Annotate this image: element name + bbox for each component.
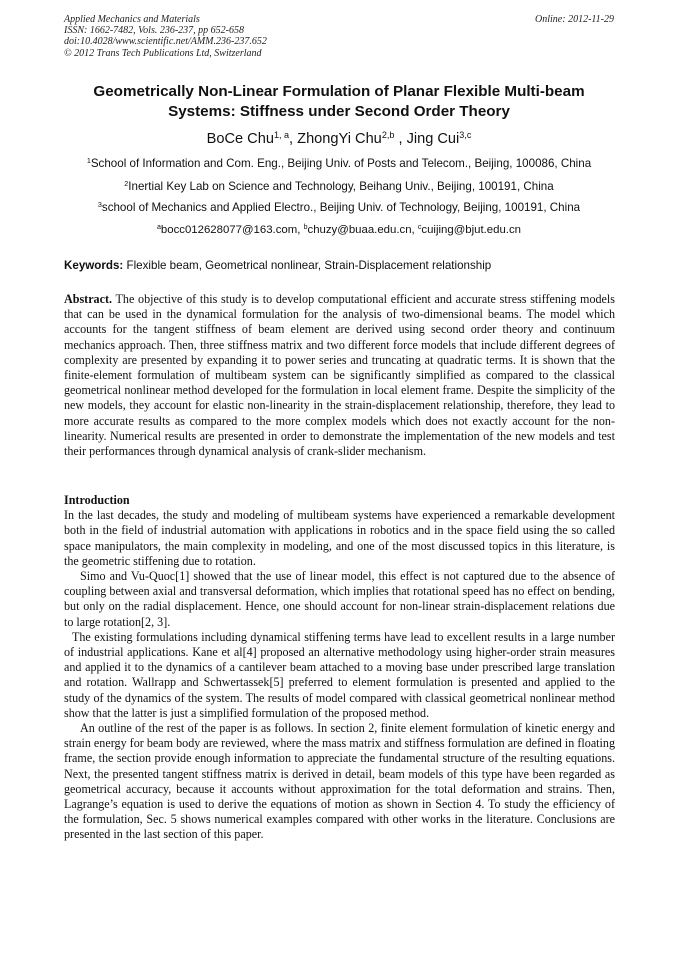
email-list: $^a$bocc012628077@163.com, $^b$chuzy@buaa.edu.cn, $^c$cuijing@bjut.edu.cn xyxy=(156,224,521,236)
keywords xyxy=(64,259,616,273)
title-line-1: Geometrically Non-Linear Formulation of Planar Flexible Multi-beam xyxy=(93,83,585,100)
paragraph: The existing formulations including dynamical stiffening terms have lead to excellent results in a large number of industrial applications. Kane et al[4] proposed an alternative methodology using higher-order strain measures and applied it to the dynamics of a cantilever beam attached to a moving base under prescribed large translation and rotation. Wallrapp and Schwertassek[5] preferred to element formulation is presented and applied to the study of the dynamics of the system. The results of model compared with classical geometrical nonlinear method show that the latter is just a simplified formulation of the proposed method. xyxy=(64,629,615,720)
author-name: BoCe Chu xyxy=(206,131,274,147)
doi-line: doi:10.4028/www.scientific.net/AMM.236-237.652 xyxy=(64,36,267,48)
journal-header xyxy=(64,14,267,59)
issn-line: ISSN: 1662-7482, Vols. 236-237, pp 652-658 xyxy=(64,25,244,37)
title-line-2: Systems: Stiffness under Second Order Theory xyxy=(168,103,510,120)
keywords-text: Flexible beam, Geometrical nonlinear, Strain-Displacement relationship xyxy=(126,259,492,272)
paragraph: Simo and Vu-Quoc[1] showed that the use of linear model, this effect is not captured due to the absence of coupling between axial and transversal deformation, which implies that rotational speed has no effect on bending, but only on the radial displacement. Hence, one should account for non-linear strain-displacement relations due to large rotation[2, 3]. xyxy=(64,569,615,629)
section-heading: Introduction xyxy=(64,493,130,507)
introduction-section xyxy=(64,493,615,843)
author-superscript: 3,c xyxy=(459,130,472,141)
affiliation-3: $^3$school of Mechanics and Applied Electro., Beijing Univ. of Technology, Beijing, 100191, China xyxy=(97,200,581,214)
abstract xyxy=(64,292,615,459)
email-link[interactable]: cuijing@bjut.edu.cn xyxy=(421,224,521,236)
keywords-label: Keywords: xyxy=(64,259,124,272)
paper-title xyxy=(60,82,618,122)
email-link[interactable]: bocc012628077@163.com xyxy=(160,224,298,236)
abstract-text: The objective of this study is to develop computational efficient and accurate stress stiffening models that can be used in the dynamical formulation for the analysis of two-dimensional beams. The model which accounts for the tangent stiffness of beam element are derived using second order theory and continuum mechanics approach. Then, three stiffness matrix and two different force models that include different degrees of complexity are presented by expanding it to power series and truncating at quadratic terms. It is shown that the finite-element formulation of multibeam system can be significantly simplified as compared to the classical geometrical nonlinear method developed for the formulation in local element frame. Despite the simplicity of the new models, they account for elastic non-linearity in the strain-displacement relationship, therefore, they lead to more accurate results as compared to the more complex models which does not exactly account for the non-linearity. Numerical results are presented in order to demonstrate the implementation of the new models and test their performances through dynamical analysis of crank-slider mechanism. xyxy=(64,292,615,459)
paragraph: In the last decades, the study and modeling of multibeam systems have experienced a remarkable development both in the field of industrial automation with applications in robotics and in the space field using the so called space manipulators, the main complexity in modeling, and one of the most discussed topics in this literature, is the geometric stiffening due to rotation. xyxy=(64,508,615,568)
copyright-line: © 2012 Trans Tech Publications Ltd, Switzerland xyxy=(64,47,262,59)
affiliation-1: $^1$School of Information and Com. Eng., Beijing Univ. of Posts and Telecom., Beijing, 100086, China xyxy=(86,156,592,170)
author-name: ZhongYi Chu xyxy=(297,131,382,147)
email-link[interactable]: chuzy@buaa.edu.cn xyxy=(307,224,412,236)
author-name: Jing Cui xyxy=(406,131,460,147)
author-superscript: 2,b xyxy=(381,130,395,141)
author-list: BoCe Chu$^{1, a}$, ZhongYi Chu$^{2,b}$ , Jing Cui$^{3,c}$ xyxy=(206,130,472,147)
affiliation-2: $^2$Inertial Key Lab on Science and Technology, Beihang Univ., Beijing, 100191, China xyxy=(124,179,554,193)
abstract-label: Abstract. xyxy=(64,292,113,306)
online-date: Online: 2012-11-29 xyxy=(535,14,614,25)
journal-name: Applied Mechanics and Materials xyxy=(64,14,200,25)
paragraph: An outline of the rest of the paper is as follows. In section 2, finite element formulation of kinetic energy and strain energy for beam body are reviewed, where the mass matrix and stiffness formulation are defined in floating frame, the section provide enough information to appreciate the fundamental structure of the resulting equations. Next, the presented tangent stiffness matrix is derived in detail, beam models of this type have been regarded as geometrical accuracy, because it accounts without approximation for the total deformation and strains. Then, Lagrange’s equation is used to derive the equations of motion as shown in Section 4. To study the efficiency of the formulation, Sec. 5 shows numerical examples compared with other works in the literature. Conclusions are presented in the last section of this paper. xyxy=(64,721,615,842)
author-superscript: 1, a xyxy=(273,130,290,141)
